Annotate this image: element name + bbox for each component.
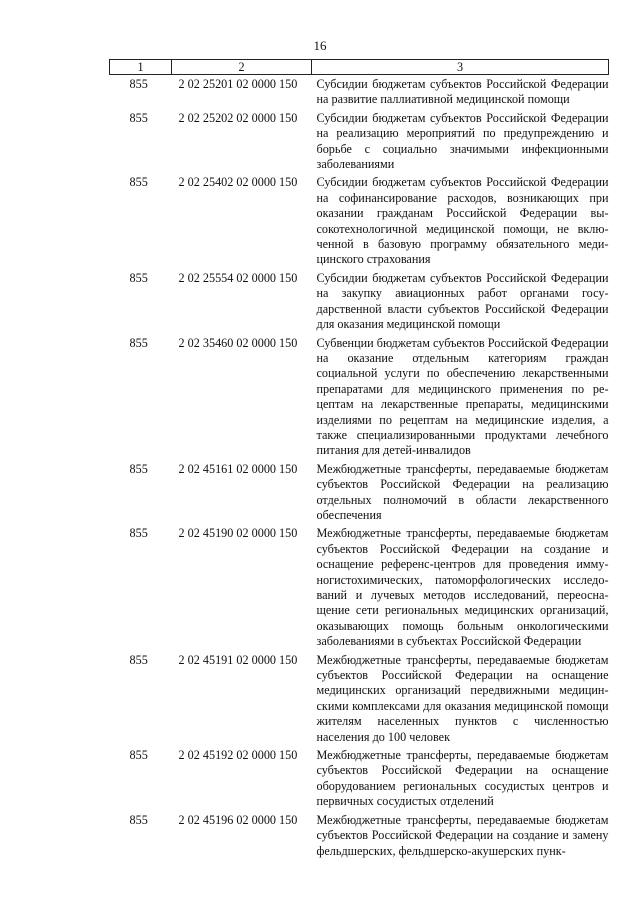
column-header-1: 1 [110,60,172,75]
budget-code-cell: 2 02 45192 02 0000 150 [178,748,298,763]
admin-code-cell: 855 [129,270,148,285]
budget-code-cell: 2 02 25554 02 0000 150 [178,270,298,285]
table-row [110,336,609,462]
table-row [110,462,609,527]
admin-code-cell: 855 [129,748,148,763]
table-header [110,60,609,75]
table-body [110,75,609,862]
table-row [110,111,609,176]
budget-code-cell: 2 02 25201 02 0000 150 [178,77,298,91]
budget-code-cell: 2 02 45191 02 0000 150 [178,652,298,667]
budget-code-cell: 2 02 45196 02 0000 150 [178,812,298,827]
budget-code-cell: 2 02 45190 02 0000 150 [178,526,298,541]
income-name-cell: Субсидии бюджетам субъектов Российской Федерации на закупку авиационных работ органами государственной власти субъектов Российской Федерации для оказания медицинской помощи [316,270,609,332]
admin-code-cell: 855 [129,652,148,667]
income-name-cell: Межбюджетные трансферты, передаваемые бюджетам субъектов Российской Федерации на реализацию отдельных полномочий в области лекарственного обеспечения [316,461,609,522]
table-row [110,75,609,111]
admin-code-cell: 855 [129,526,148,541]
table-row [110,653,609,748]
page-number: 16 [313,38,327,53]
income-name-cell: Межбюджетные трансферты, передаваемые бюджетам субъектов Российской Федерации на оснащение медицинских организаций передвижными медицинскими комплексами для оказания медицинской помощи жителям населенных пунктов с численностью населения до 100 человек [316,652,609,744]
income-name-cell: Субсидии бюджетам субъектов Российской Федерации на софинансирование расходов, возникающих при оказании гражданам Российской Федерации высокотехнологичной медицинской помощи, не включенной в базовую программу обязательного медицинского страхования [316,175,609,267]
table-row [110,271,609,336]
admin-code-cell: 855 [129,812,148,827]
income-name-cell: Субсидии бюджетам субъектов Российской Федерации на развитие паллиативной медицинской помощи [316,77,609,107]
income-name-cell: Субсидии бюджетам субъектов Российской Федерации на реализацию мероприятий по предупреждению и борьбе с социально значимыми инфекционными заболеваниями [316,110,609,172]
budget-code-cell: 2 02 45161 02 0000 150 [178,461,298,476]
table-row [110,748,609,813]
income-name-cell: Субвенции бюджетам субъектов Российской Федерации на оказание отдельным категориям граждан социальной услуги по обеспечению лекарственными препаратами для медицинского применения по рецептам на лекарственные препараты, медицинскими изделиями по рецептам на медицинские изделия, а также специализированными продуктами лечебного питания для детей-инвалидов [316,335,609,458]
income-name-cell: Межбюджетные трансферты, передаваемые бюджетам субъектов Российской Федерации на оснащение оборудованием региональных сосудистых центров и первичных сосудистых отделений [316,748,609,809]
table-row [110,526,609,652]
column-header-3: 3 [312,60,609,75]
table-header-row [110,60,609,75]
table-row [110,175,609,270]
budget-code-cell: 2 02 35460 02 0000 150 [178,335,298,350]
column-header-2: 2 [172,60,312,75]
admin-code-cell: 855 [129,77,148,91]
budget-code-cell: 2 02 25402 02 0000 150 [178,175,298,190]
income-name-cell: Межбюджетные трансферты, передаваемые бюджетам субъектов Российской Федерации на создание и оснащение референс-центров для проведения иммуногистохимических, патоморфологических исследований и лучевых методов исследований, переоснащение сети региональных медицинских организаций, оказывающих помощь больным онкологическими заболеваниями в субъектах Российской Федерации [316,526,609,649]
admin-code-cell: 855 [129,461,148,476]
budget-code-cell: 2 02 25202 02 0000 150 [178,110,298,125]
table-row [110,813,609,862]
admin-code-cell: 855 [129,335,148,350]
budget-codes-table [109,59,609,862]
admin-code-cell: 855 [129,175,148,190]
income-name-cell: Межбюджетные трансферты, передаваемые бюджетам субъектов Российской Федерации на создание и замену фельдшерских, фельдшерско-акушерских пунк- [316,812,609,858]
admin-code-cell: 855 [129,110,148,125]
